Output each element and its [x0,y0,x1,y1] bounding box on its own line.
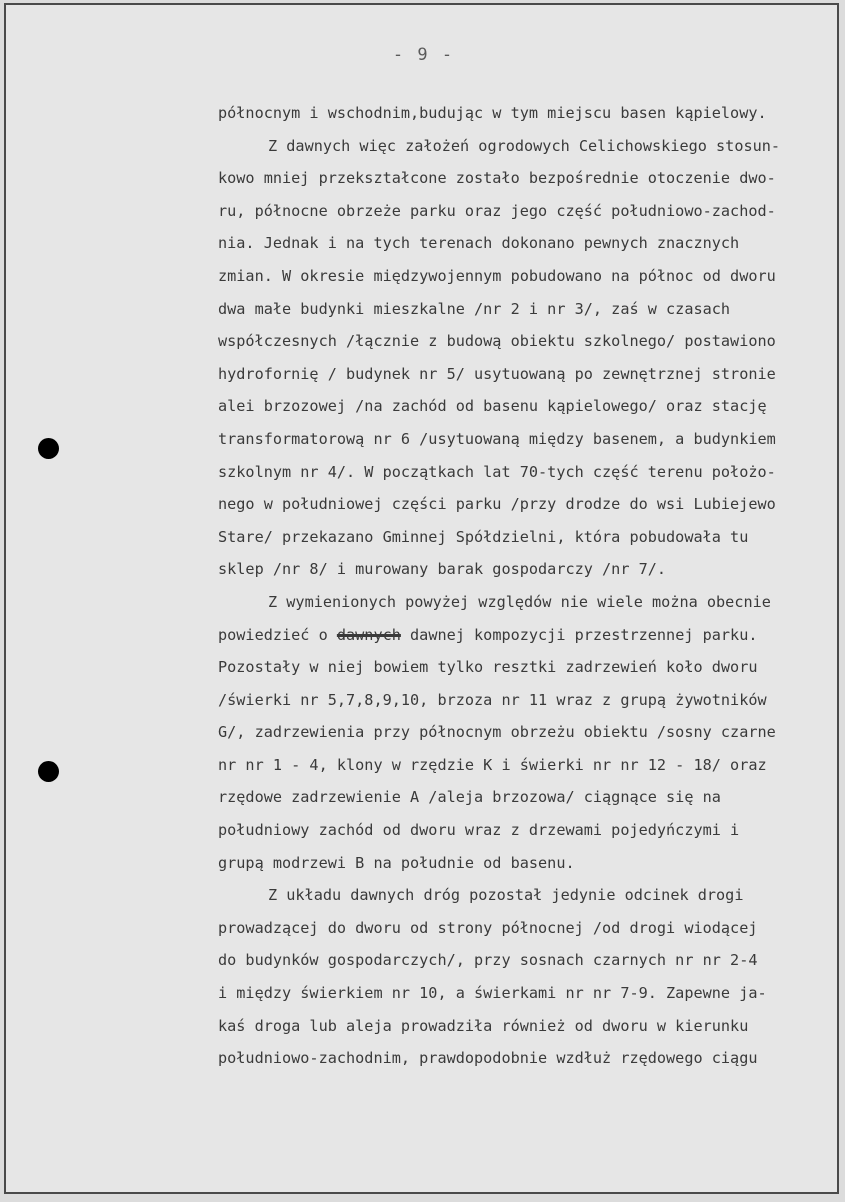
text-line: do budynków gospodarczych/, przy sosnach czarnych nr nr 2-4 [218,951,758,970]
text-line: transformatorową nr 6 /usytuowaną między basenem, a budynkiem [218,429,776,448]
text-line: sklep /nr 8/ i murowany barak gospodarczy /nr 7/. [218,560,667,579]
text-line: alei brzozowej /na zachód od basenu kąpielowego/ oraz stację [218,397,767,416]
text-line: Z wymienionych powyżej względów nie wiele można obecnie [268,592,771,611]
text-line: kaś droga lub aleja prowadziła również od dworu w kierunku [218,1016,749,1035]
text-line: nr nr 1 - 4, klony w rzędzie K i świerki nr nr 12 - 18/ oraz [218,755,767,774]
document-page [4,3,839,1194]
text-line: szkolnym nr 4/. W początkach lat 70-tych część terenu położo- [218,462,776,481]
page-number: - 9 - [392,45,455,65]
text-line: i między świerkiem nr 10, a świerkami nr nr 7-9. Zapewne ja- [218,984,767,1003]
text-line: Z układu dawnych dróg pozostał jedynie odcinek drogi [268,886,744,905]
text-line: południowy zachód od dworu wraz z drzewami pojedyńczymi i [218,821,740,840]
text-line: Z dawnych więc założeń ogrodowych Celichowskiego stosun- [268,136,781,155]
text-line: G/, zadrzewienia przy północnym obrzeżu obiektu /sosny czarne [218,723,776,742]
text-line: rzędowe zadrzewienie A /aleja brzozowa/ ciągnące się na [218,788,721,807]
struck-word: dawnych [336,625,401,644]
text-line: ru, północne obrzeże parku oraz jego część południowo-zachod- [218,201,776,220]
text-line: północnym i wschodnim,budując w tym miejscu basen kąpielowy. [218,104,767,122]
text-line: południowo-zachodnim, prawdopodobnie wzdłuż rzędowego ciągu [218,1049,758,1068]
text-line: hydrofornię / budynek nr 5/ usytuowaną po zewnętrznej stronie [218,364,776,383]
punch-hole [38,438,59,459]
text-line [218,619,833,652]
text-fragment: powiedzieć o [218,625,337,644]
text-line: współczesnych /łącznie z budową obiektu szkolnego/ postawiono [218,332,776,351]
text-line: nia. Jednak i na tych terenach dokonano pewnych znacznych [218,234,740,253]
punch-hole [38,761,59,782]
text-line: grupą modrzewi B na południe od basenu. [218,853,575,872]
text-line: nego w południowej części parku /przy drodze do wsi Lubiejewo [218,495,776,514]
text-line: dwa małe budynki mieszkalne /nr 2 i nr 3/, zaś w czasach [218,299,731,318]
text-line: /świerki nr 5,7,8,9,10, brzoza nr 11 wraz z grupą żywotników [218,690,767,709]
body-text [218,97,833,1075]
text-line: Stare/ przekazano Gminnej Spółdzielni, która pobudowała tu [218,527,749,546]
text-line: Pozostały w niej bowiem tylko resztki zadrzewień koło dworu [218,658,758,677]
text-line: zmian. W okresie międzywojennym pobudowano na północ od dworu [218,266,776,285]
text-line: prowadzącej do dworu od strony północnej /od drogi wiodącej [218,918,758,937]
text-fragment: dawnej kompozycji przestrzennej parku. [400,625,758,644]
text-line: kowo mniej przekształcone zostało bezpośrednie otoczenie dwo- [218,169,776,188]
